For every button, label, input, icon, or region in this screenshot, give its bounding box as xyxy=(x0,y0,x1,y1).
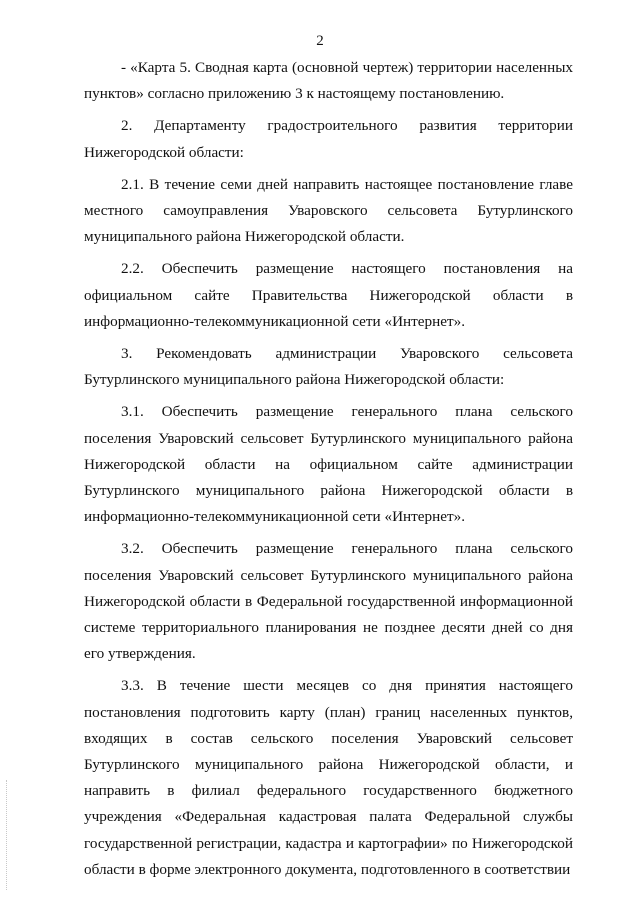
document-body xyxy=(84,55,573,889)
paragraph-map-item: - «Карта 5. Сводная карта (основной чертеж) территории населенных пунктов» согласно приложению 3 к настоящему постановлению. xyxy=(84,59,573,103)
paragraph-2-2: 2.2. Обеспечить размещение настоящего постановления на официальном сайте Правительства Нижегородской области в информационно-телекоммуникационной сети «Интернет». xyxy=(84,260,573,330)
paragraph-3-3: 3.3. В течение шести месяцев со дня принятия настоящего постановления подготовить карту (план) границ населенных пунктов, входящих в состав сельского поселения Уваровский сельсовет Бутурлинского муниципального района Нижегородской области, и направить в филиал федерального государственного бюджетного учреждения «Федеральная кадастровая палата Федеральной службы государственной регистрации, кадастра и картографии» по Нижегородской области в форме электронного документа, подготовленного в соответствии xyxy=(84,677,573,878)
paragraph-3-1: 3.1. Обеспечить размещение генерального плана сельского поселения Уваровский сельсовет Бутурлинского муниципального района Нижегородской области на официальном сайте администрации Бутурлинского муниципального района Нижегородской области в информационно-телекоммуникационной сети «Интернет». xyxy=(84,403,573,526)
paragraph-2-1: 2.1. В течение семи дней направить настоящее постановление главе местного самоуправления Уваровского сельсовета Бутурлинского муниципального района Нижегородской области. xyxy=(84,175,573,246)
paragraph-3-2: 3.2. Обеспечить размещение генерального плана сельского поселения Уваровский сельсовет Бутурлинского муниципального района Нижегородской области в Федеральной государственной информационной системе территориального планирования не позднее десяти дней со дня его утверждения. xyxy=(84,540,573,663)
page-number: 2 xyxy=(316,33,324,49)
scan-edge-mark xyxy=(6,780,8,890)
paragraph-3: 3. Рекомендовать администрации Уваровского сельсовета Бутурлинского муниципального района Нижегородской области: xyxy=(84,345,573,389)
paragraph-2: 2. Департаменту градостроительного развития территории Нижегородской области: xyxy=(84,117,573,161)
